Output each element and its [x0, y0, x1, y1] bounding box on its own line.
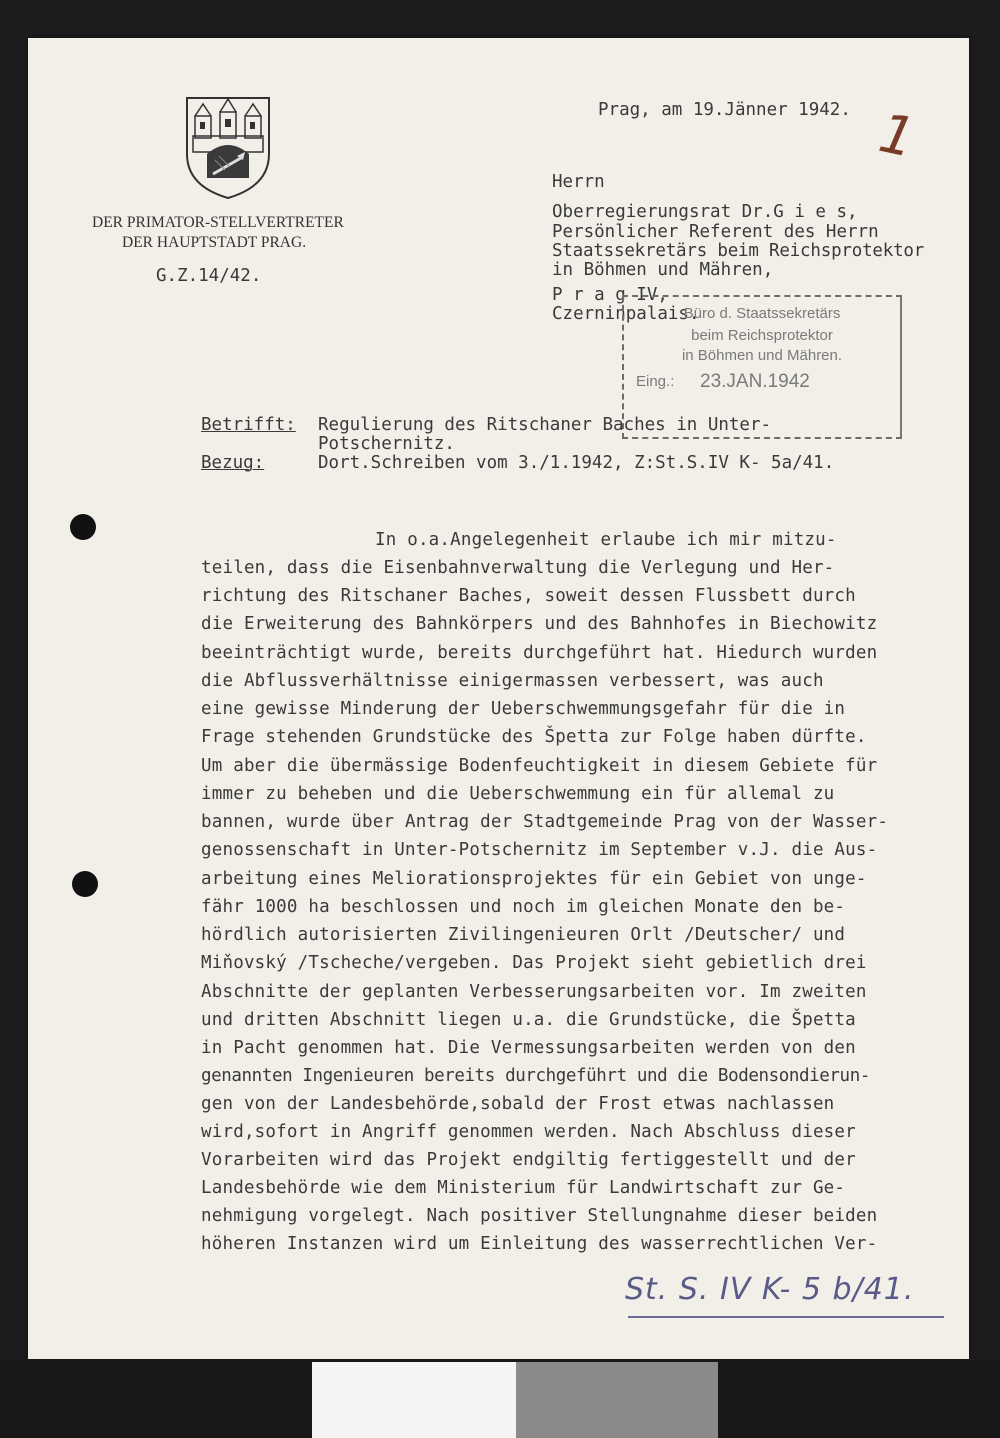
stamp-line-3: in Böhmen und Mähren.	[681, 347, 843, 364]
body-line: eine gewisse Minderung der Ueberschwemmungsgefahr für die in	[201, 699, 846, 719]
letterhead-subtitle: DER HAUPTSTADT PRAG.	[122, 234, 307, 251]
gray-card-white	[312, 1362, 516, 1438]
body-line: Vorarbeiten wird das Projekt endgiltig fertiggestellt und der	[201, 1150, 856, 1170]
body-line: in Pacht genommen hat. Die Vermessungsarbeiten werden von den	[201, 1038, 856, 1058]
subject-line-1: Regulierung des Ritschaner Baches in Unter-	[318, 415, 772, 435]
body-line: die Abflussverhältnisse einigermassen verbessert, was auch	[201, 671, 824, 691]
punch-hole-bottom	[72, 871, 98, 897]
letter-date: Prag, am 19.Jänner 1942.	[598, 100, 851, 120]
letterhead-title: DER PRIMATOR-STELLVERTRETER	[92, 214, 344, 231]
body-line: und dritten Abschnitt liegen u.a. die Grundstücke, die Špetta	[201, 1010, 856, 1030]
body-line: die Erweiterung des Bahnkörpers und des Bahnhofes in Biechowitz	[201, 614, 878, 634]
punch-hole-top	[70, 514, 96, 540]
body-line: Abschnitte der geplanten Verbesserungsarbeiten vor. Im zweiten	[201, 982, 867, 1002]
body-line: immer zu beheben und die Ueberschwemmung ein für allemal zu	[201, 784, 835, 804]
body-line: fähr 1000 ha beschlossen und noch im gleichen Monate den be-	[201, 897, 846, 917]
stamp-line-2: beim Reichsprotektor	[691, 327, 833, 344]
body-line: richtung des Ritschaner Baches, soweit dessen Flussbett durch	[201, 586, 856, 606]
body-line: In o.a.Angelegenheit erlaube ich mir mitzu-	[375, 530, 837, 550]
body-line: nehmigung vorgelegt. Nach positiver Stellungnahme dieser beiden	[201, 1206, 878, 1226]
body-line: Um aber die übermässige Bodenfeuchtigkeit in diesem Gebiete für	[201, 756, 878, 776]
body-line: genannten Ingenieuren bereits durchgeführt und die Bodensondierun-	[201, 1066, 870, 1086]
body-line: teilen, dass die Eisenbahnverwaltung die Verlegung und Her-	[201, 558, 835, 578]
stamp-line-1: Büro d. Staatssekretärs	[683, 305, 841, 322]
subject-label: Betrifft:	[201, 415, 296, 435]
prague-coat-of-arms-icon	[185, 96, 271, 200]
address-line-1: Oberregierungsrat Dr.G i e s,	[552, 202, 858, 222]
file-reference-stamp: St. S. IV K- 5 b/41.	[625, 1272, 915, 1307]
gray-card-gray	[516, 1362, 718, 1438]
body-line: gen von der Landesbehörde,sobald der Frost etwas nachlassen	[201, 1094, 835, 1114]
body-line: bannen, wurde über Antrag der Stadtgemeinde Prag von der Wasser-	[201, 812, 889, 832]
address-line-4: in Böhmen und Mähren,	[552, 260, 774, 280]
body-line: beeinträchtigt wurde, bereits durchgeführt hat. Hiedurch wurden	[201, 643, 878, 663]
body-line: arbeitung eines Meliorationsprojektes für ein Gebiet von unge-	[201, 869, 867, 889]
body-line: Miňovský /Tscheche/vergeben. Das Projekt sieht gebietlich drei	[201, 953, 867, 973]
address-salutation: Herrn	[552, 172, 605, 192]
page-number-handwritten: 1	[873, 101, 921, 170]
body-line: Frage stehenden Grundstücke des Špetta zur Folge haben dürfte.	[201, 727, 867, 747]
stamp-received-date: 23.JAN.1942	[700, 371, 810, 392]
reference-number: G.Z.14/42.	[156, 266, 262, 286]
body-line: genossenschaft in Unter-Potschernitz im September v.J. die Aus-	[201, 840, 878, 860]
body-line: höheren Instanzen wird um Einleitung des wasserrechtlichen Ver-	[201, 1234, 878, 1254]
body-line: hördlich autorisierten Zivilingenieuren Orlt /Deutscher/ und	[201, 925, 846, 945]
address-line-3: Staatssekretärs beim Reichsprotektor	[552, 241, 925, 261]
address-line-2: Persönlicher Referent des Herrn	[552, 222, 879, 242]
subject-line-2: Potschernitz.	[318, 434, 455, 454]
address-line-5: P r a g IV,	[552, 285, 668, 305]
stamp-received-label: Eing.:	[636, 373, 675, 390]
body-line: Landesbehörde wie dem Ministerium für Landwirtschaft zur Ge-	[201, 1178, 846, 1198]
reference-label: Bezug:	[201, 453, 265, 473]
address-line-6: Czerninpalais.	[552, 304, 700, 324]
file-stamp-underline	[628, 1316, 944, 1318]
reference-text: Dort.Schreiben vom 3./1.1942, Z:St.S.IV K- 5a/41.	[318, 453, 835, 473]
body-line: wird,sofort in Angriff genommen werden. Nach Abschluss dieser	[201, 1122, 856, 1142]
